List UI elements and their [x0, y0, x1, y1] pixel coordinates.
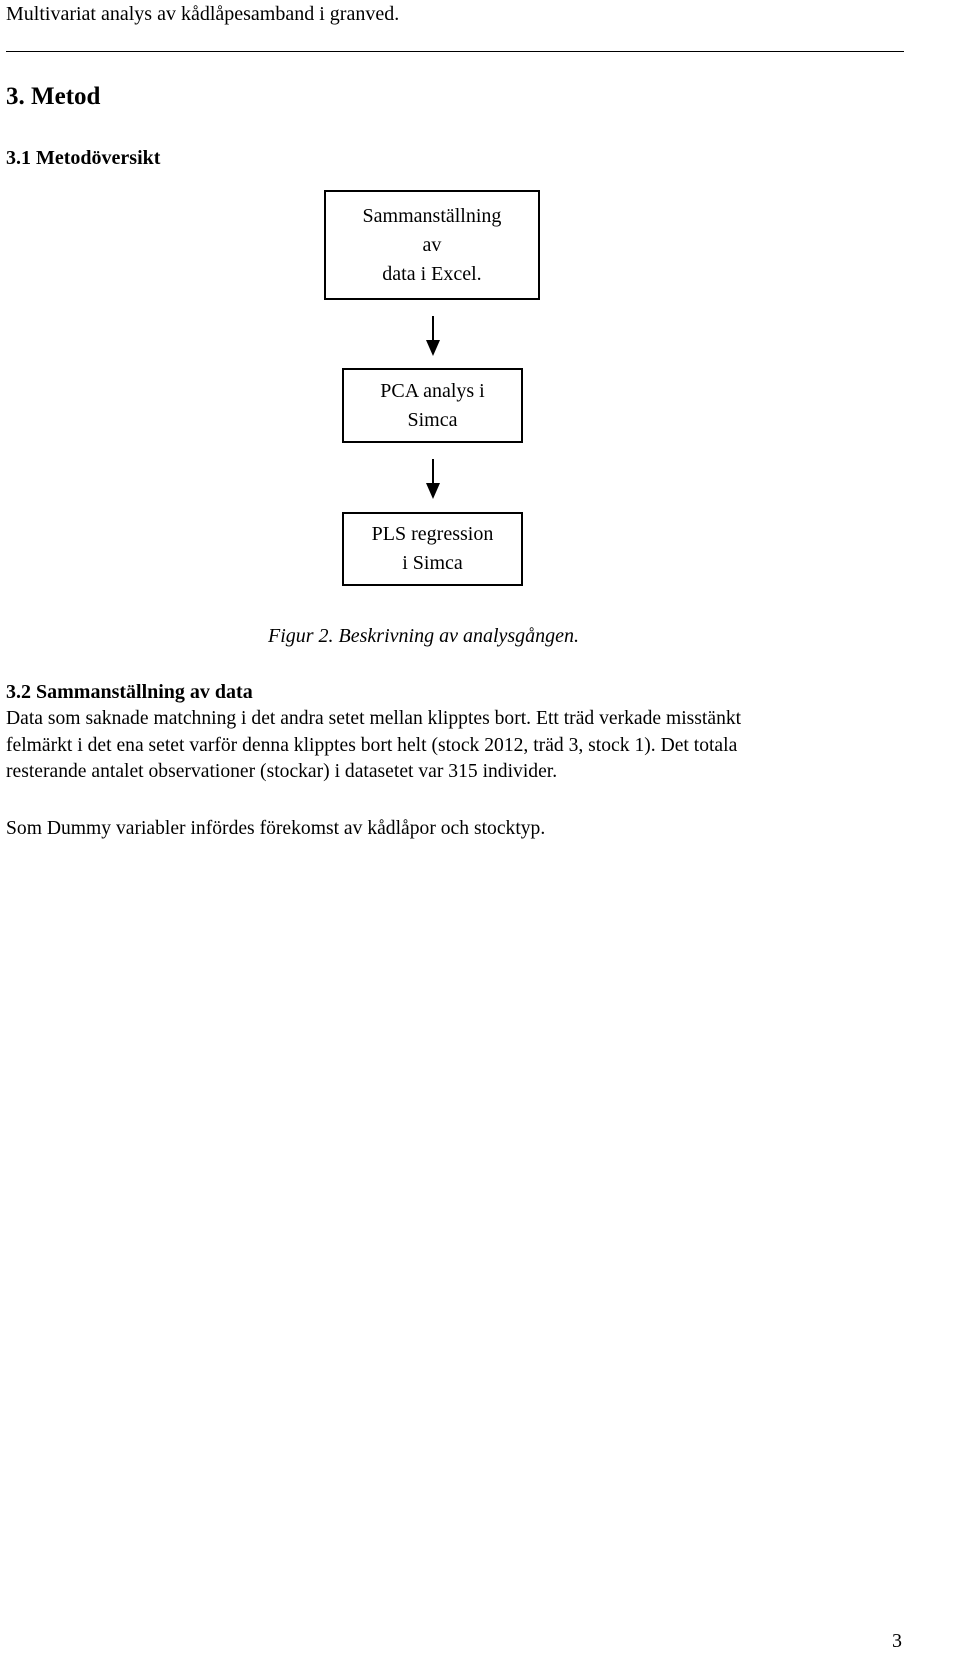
chapter-heading: 3. Metod — [6, 83, 101, 110]
flowchart-arrow-down-icon — [423, 459, 443, 499]
section-heading-method-overview: 3.1 Metodöversikt — [6, 147, 161, 169]
paragraph-line: felmärkt i det ena setet varför denna klipptes bort helt (stock 2012, träd 3, stock 1). Det totala — [6, 734, 738, 756]
figure-caption: Figur 2. Beskrivning av analysgången. — [268, 625, 580, 647]
body-paragraph-dummy-variables — [6, 816, 910, 843]
flowchart-step-pca-analysis: PCA analys i Simca — [342, 368, 523, 443]
paragraph-line: resterande antalet observationer (stockar) i datasetet var 315 individer. — [6, 761, 558, 782]
flowchart-step-pls-regression: PLS regression i Simca — [342, 512, 523, 586]
flowchart-arrow-down-icon — [423, 316, 443, 356]
paragraph-line: Data som saknade matchning i det andra setet mellan klipptes bort. Ett träd verkade misstänkt — [6, 708, 742, 729]
flowchart-step-compile-data: Sammanställning av data i Excel. — [324, 190, 540, 300]
header-divider — [6, 51, 904, 52]
paragraph-line: Som Dummy variabler infördes förekomst av kådlåpor och stocktyp. — [6, 818, 546, 839]
page-number: 3 — [892, 1630, 902, 1652]
body-paragraph-data-cleaning — [6, 706, 910, 786]
running-header: Multivariat analys av kådlåpesamband i granved. — [6, 3, 400, 25]
section-heading-data-compilation: 3.2 Sammanställning av data — [6, 681, 253, 703]
